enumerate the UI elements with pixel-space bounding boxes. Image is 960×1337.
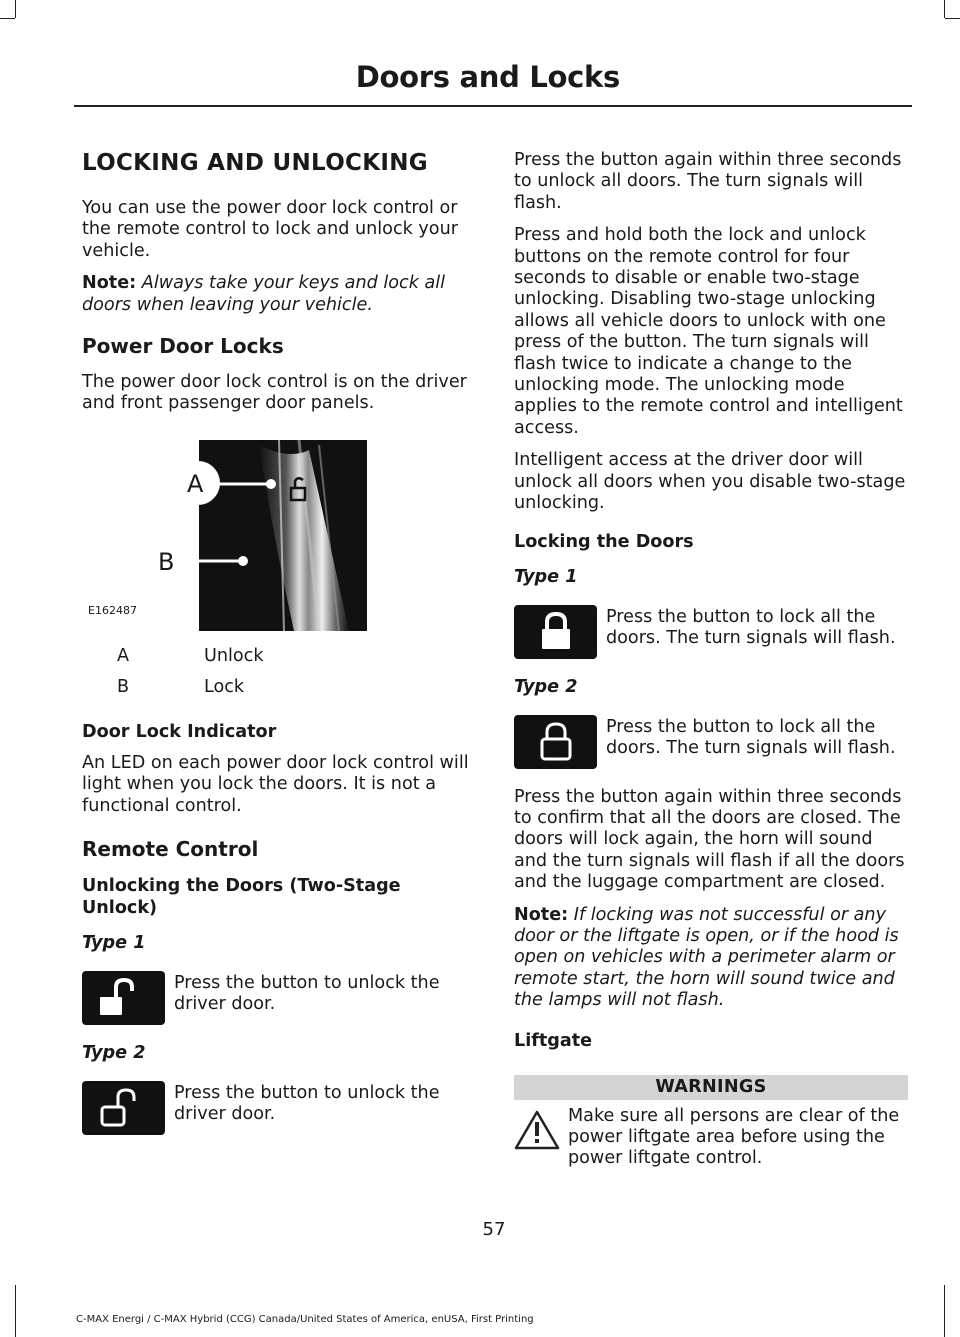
note-label: Note: xyxy=(82,273,137,294)
crop-mark xyxy=(945,18,960,19)
paragraph: Press and hold both the lock and unlock buttons on the remote control for four seconds to disable or enable two-stage unlocking. Disabling two-stage unlocking allows all vehicle doors to unlock with one press of the button. The turn signals will flash twice to indicate a change to the unlocking mode. The unlocking mode applies to the remote control and intelligent access. xyxy=(514,225,903,438)
type-label: Type 1 xyxy=(514,566,578,587)
left-column xyxy=(82,150,474,1153)
instruction-text: Press the button to lock all the doors. The turn signals will flash. xyxy=(606,716,896,758)
type-label: Type 2 xyxy=(514,676,578,697)
header-rule xyxy=(74,105,912,107)
legend-key: A xyxy=(117,646,130,667)
section-heading: LOCKING AND UNLOCKING xyxy=(82,150,428,176)
lock-icon xyxy=(514,605,597,659)
paragraph: Press the button again within three seconds to unlock all doors. The turn signals will flash. xyxy=(514,150,902,213)
remote-instruction xyxy=(82,1081,474,1135)
warning-text: Make sure all persons are clear of the power liftgate area before using the power liftgate control. xyxy=(568,1105,900,1169)
note-label: Note: xyxy=(514,904,569,925)
legend-key: B xyxy=(117,677,130,698)
figure-callouts xyxy=(177,433,367,631)
remote-instruction xyxy=(82,971,474,1025)
crop-mark xyxy=(15,1285,16,1337)
callout-b-label: B xyxy=(158,547,175,576)
note xyxy=(82,273,474,316)
subheading-locking-doors: Locking the Doors xyxy=(514,531,694,552)
power-door-locks-paragraph: The power door lock control is on the driver and front passenger door panels. xyxy=(82,372,467,414)
unlock-icon xyxy=(82,1081,165,1135)
door-lock-control-figure xyxy=(82,433,474,631)
type-label: Type 2 xyxy=(82,1043,146,1064)
note-text: Always take your keys and lock all doors when leaving your vehicle. xyxy=(82,273,446,315)
remote-instruction xyxy=(514,715,908,769)
warning-item xyxy=(514,1106,908,1170)
subheading-liftgate: Liftgate xyxy=(514,1030,593,1051)
warnings-header: WARNINGS xyxy=(514,1075,908,1100)
legend-row xyxy=(82,641,474,672)
legend-label: Unlock xyxy=(204,646,264,667)
type-label: Type 1 xyxy=(82,933,146,954)
right-column xyxy=(514,150,908,1170)
instruction-text: Press the button to lock all the doors. The turn signals will flash. xyxy=(606,606,896,648)
door-lock-indicator-paragraph: An LED on each power door lock control will light when you lock the doors. It is not a functional control. xyxy=(82,752,469,816)
page-number: 57 xyxy=(482,1219,506,1240)
page-footer: C-MAX Energi / C-MAX Hybrid (CCG) Canada/United States of America, enUSA, First Printing xyxy=(76,1314,534,1325)
instruction-text: Press the button to unlock the driver door. xyxy=(174,1083,440,1125)
note xyxy=(514,905,908,1012)
warning-triangle-icon xyxy=(514,1110,564,1154)
lock-icon xyxy=(514,715,597,769)
instruction-text: Press the button to unlock the driver door. xyxy=(174,973,440,1015)
remote-instruction xyxy=(514,605,908,659)
note-text: If locking was not successful or any door or the liftgate is open, or if the hood is open on vehicles with a perimeter alarm or remote start, the horn will sound twice and the lamps will not flash. xyxy=(514,904,899,1011)
crop-mark xyxy=(0,18,15,19)
unlock-icon xyxy=(82,971,165,1025)
legend-label: Lock xyxy=(204,677,245,698)
subheading-power-door-locks: Power Door Locks xyxy=(82,334,284,359)
figure-id: E162487 xyxy=(88,603,137,617)
intro-paragraph: You can use the power door lock control or the remote control to lock and unlock your vehicle. xyxy=(82,198,458,261)
paragraph: Intelligent access at the driver door will unlock all doors when you disable two-stage unlocking. xyxy=(514,450,906,514)
legend-row xyxy=(82,672,474,703)
crop-mark xyxy=(15,0,16,18)
subheading-unlocking-doors: Unlocking the Doors (Two-Stage Unlock) xyxy=(82,876,401,919)
paragraph: Press the button again within three seconds to confirm that all the doors are closed. The doors will lock again, the horn will sound and the turn signals will flash if all the doors and the luggage compartment are closed. xyxy=(514,786,905,893)
page-header-title: Doors and Locks xyxy=(355,60,620,94)
subheading-remote-control: Remote Control xyxy=(82,837,259,862)
figure-legend xyxy=(82,641,474,703)
subheading-door-lock-indicator: Door Lock Indicator xyxy=(82,721,277,742)
callout-a-label: A xyxy=(187,469,204,498)
crop-mark xyxy=(944,1285,945,1337)
crop-mark xyxy=(944,0,945,18)
